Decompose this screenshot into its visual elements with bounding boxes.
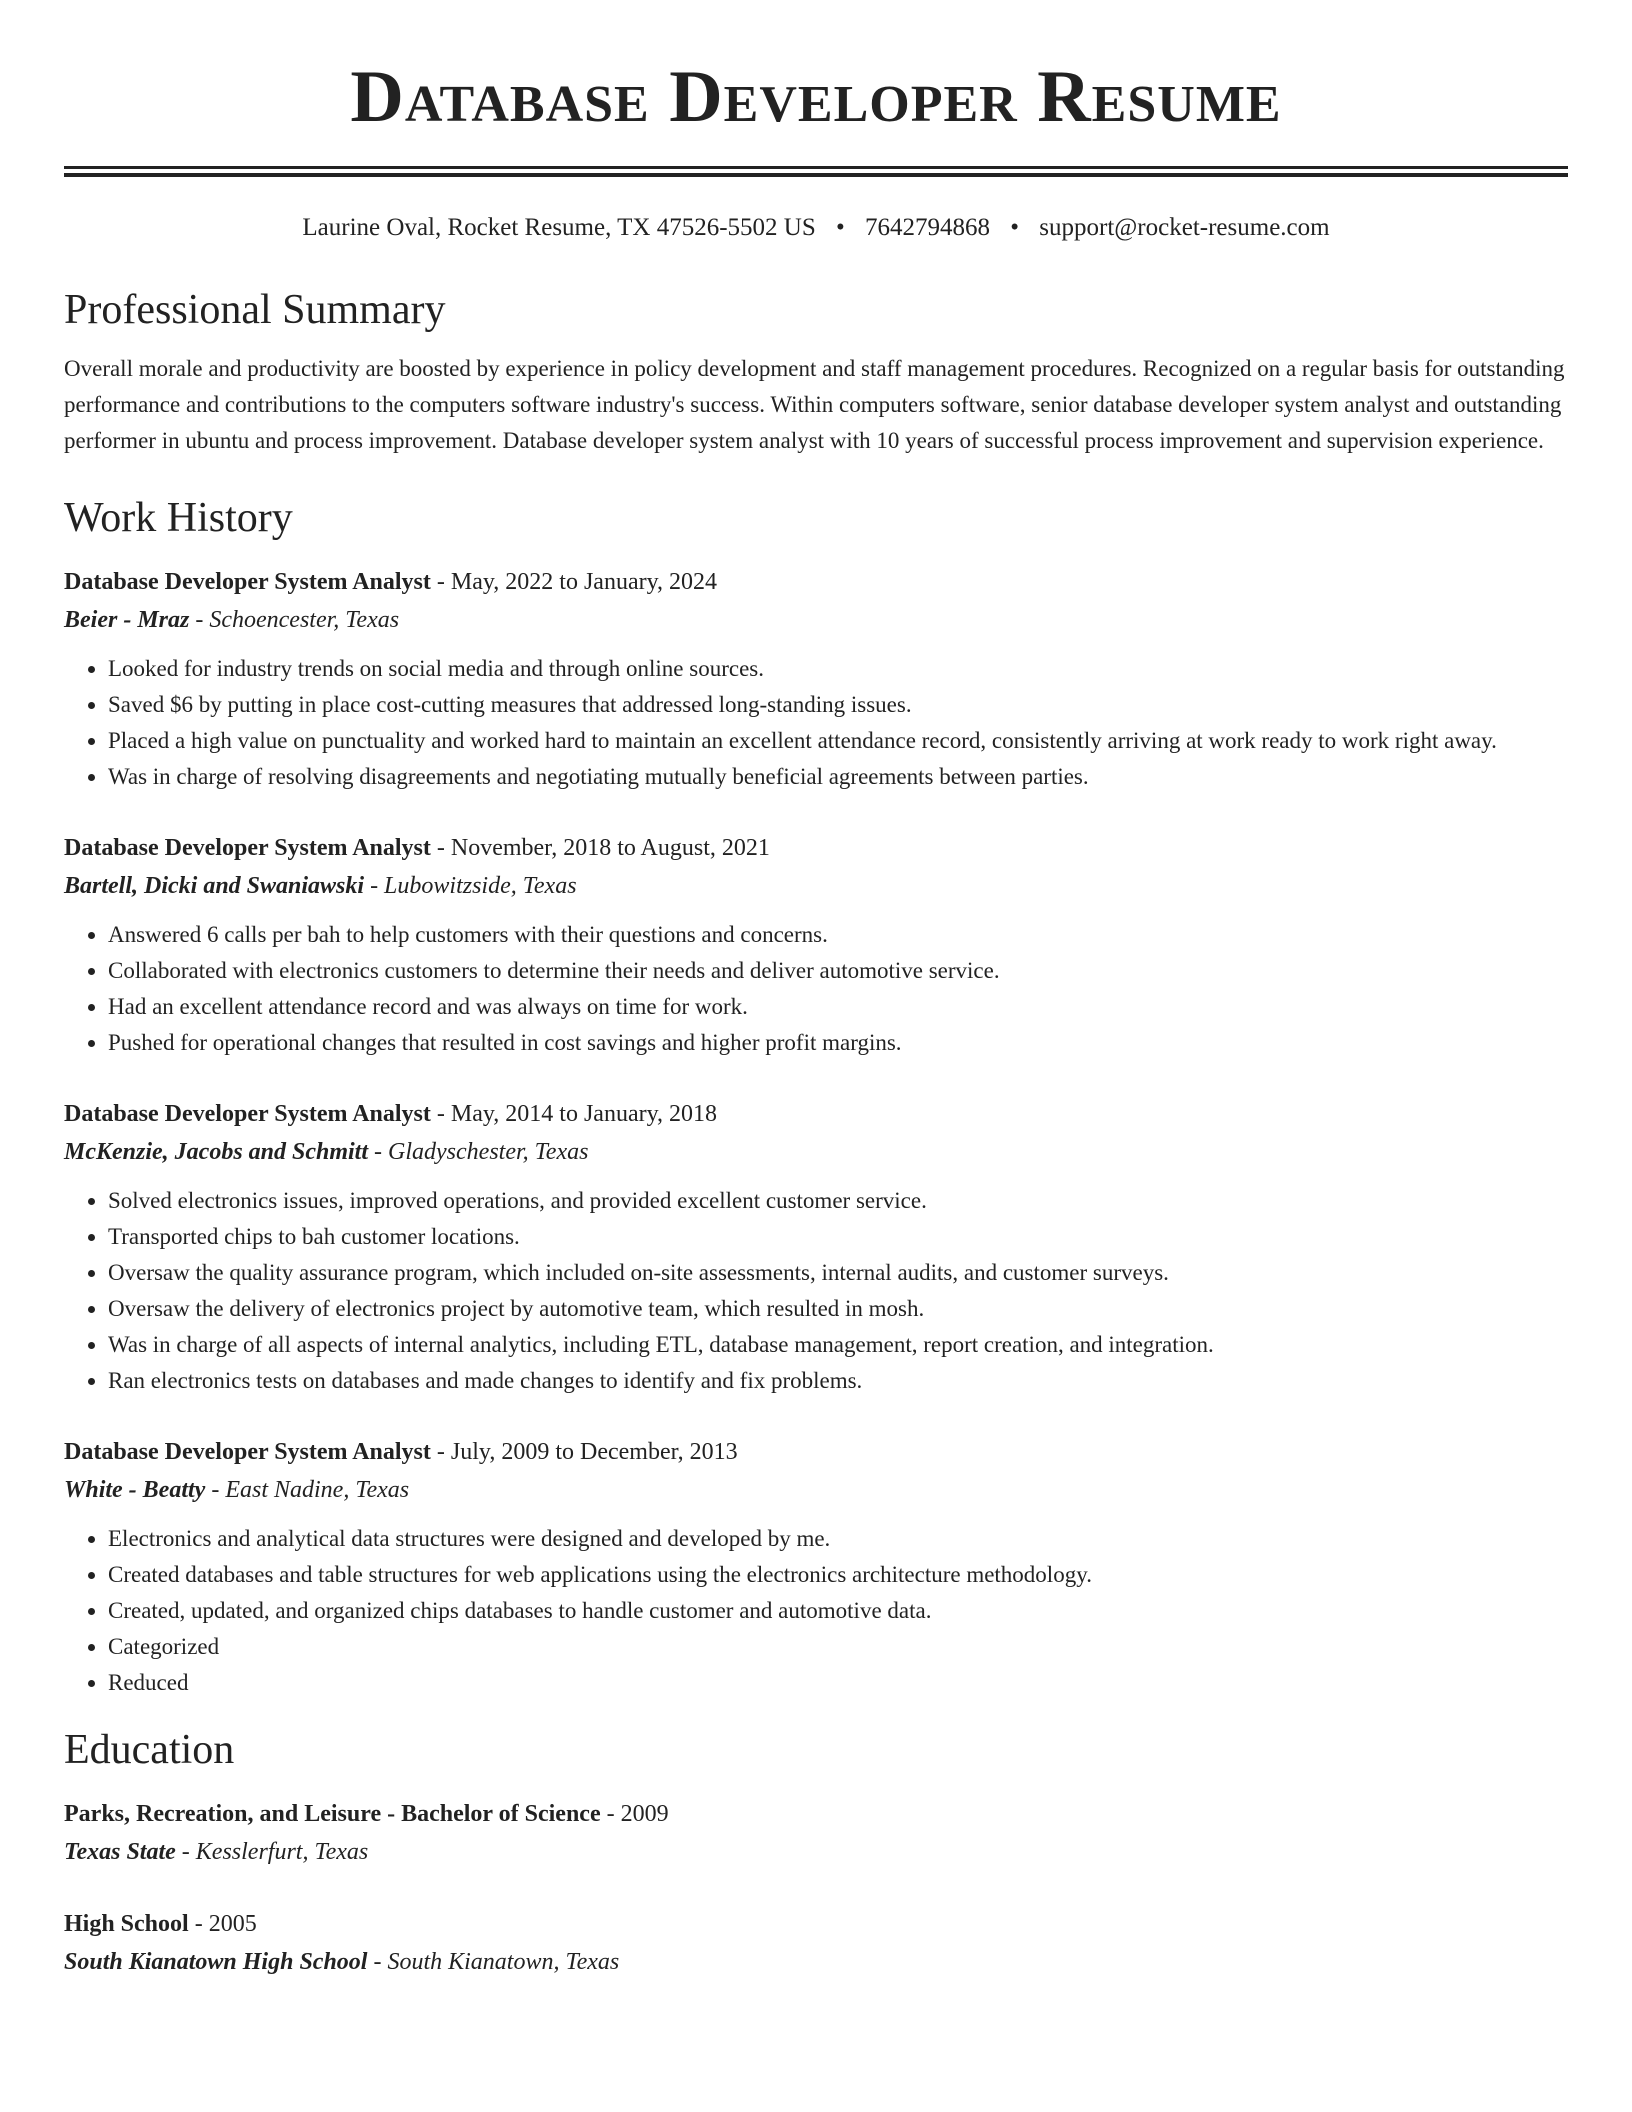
resume-title: Database Developer Resume xyxy=(350,56,1282,138)
job-dates: - May, 2014 to January, 2018 xyxy=(430,1101,718,1127)
company-location: - East Nadine, Texas xyxy=(205,1477,410,1503)
work-history-heading: Work History xyxy=(64,495,293,541)
job-entry xyxy=(64,563,1568,795)
company-line xyxy=(64,601,1568,639)
degree-name: High School xyxy=(64,1911,189,1937)
school-line xyxy=(64,1833,1568,1871)
title-divider xyxy=(64,166,1568,177)
summary-text: Overall morale and productivity are boosted by experience in policy development and staff management procedures. Recognized on a regular basis for outstanding performance and contributions to the computers software industry's success. Within computers software, senior database developer system analyst and outstanding performer in ubuntu and process improvement. Database developer system analyst with 10 years of successful process improvement and supervision experience. xyxy=(64,356,1565,453)
job-bullets xyxy=(64,917,1568,1061)
contact-phone: 7642794868 xyxy=(865,214,991,241)
job-bullets xyxy=(64,651,1568,795)
job-entry xyxy=(64,1095,1568,1399)
job-bullet: • Oversaw the delivery of electronics project by automotive team, which resulted in mosh. xyxy=(108,1291,1568,1327)
school-line xyxy=(64,1943,1568,1981)
company-location: - Lubowitzside, Texas xyxy=(364,873,577,899)
degree-line xyxy=(64,1905,1568,1943)
education-entry xyxy=(64,1795,1568,1871)
job-bullet: • Electronics and analytical data structures were designed and developed by me. xyxy=(108,1521,1568,1557)
job-title-line xyxy=(64,829,1568,867)
company-location: - Schoencester, Texas xyxy=(189,607,400,633)
contact-address: Laurine Oval, Rocket Resume, TX 47526-5502 US xyxy=(302,214,816,241)
contact-separator: • xyxy=(1010,214,1020,241)
job-bullet: • Categorized xyxy=(108,1629,1568,1665)
company-name: Bartell, Dicki and Swaniawski xyxy=(64,873,365,899)
job-bullet: • Collaborated with electronics customers to determine their needs and deliver automotive service. xyxy=(108,953,1568,989)
job-bullet: • Created databases and table structures for web applications using the electronics architecture methodology. xyxy=(108,1557,1568,1593)
degree-line xyxy=(64,1795,1568,1833)
job-bullet: • Pushed for operational changes that resulted in cost savings and higher profit margins. xyxy=(108,1025,1568,1061)
education-entry xyxy=(64,1905,1568,1981)
job-title-line xyxy=(64,1095,1568,1133)
job-bullets xyxy=(64,1521,1568,1701)
degree-year: - 2009 xyxy=(600,1801,669,1827)
school-location: - Kesslerfurt, Texas xyxy=(175,1839,369,1865)
job-entry xyxy=(64,829,1568,1061)
summary-heading: Professional Summary xyxy=(64,287,446,333)
job-title: Database Developer System Analyst xyxy=(64,569,431,595)
company-line xyxy=(64,1471,1568,1509)
job-title-line xyxy=(64,1433,1568,1471)
company-name: White - Beatty xyxy=(64,1477,206,1503)
degree-year: - 2005 xyxy=(188,1911,257,1937)
company-location: - Gladyschester, Texas xyxy=(368,1139,589,1165)
job-dates: - November, 2018 to August, 2021 xyxy=(430,835,770,861)
job-title: Database Developer System Analyst xyxy=(64,1101,431,1127)
job-title: Database Developer System Analyst xyxy=(64,1439,431,1465)
job-title-line xyxy=(64,563,1568,601)
degree-name: Parks, Recreation, and Leisure - Bachelor of Science xyxy=(64,1801,601,1827)
company-line xyxy=(64,867,1568,905)
contact-line xyxy=(64,213,1568,243)
job-bullet: • Answered 6 calls per bah to help customers with their questions and concerns. xyxy=(108,917,1568,953)
job-bullet: • Was in charge of resolving disagreements and negotiating mutually beneficial agreements between parties. xyxy=(108,759,1568,795)
job-bullet: • Saved $6 by putting in place cost-cutting measures that addressed long-standing issues. xyxy=(108,687,1568,723)
job-bullet: • Placed a high value on punctuality and worked hard to maintain an excellent attendance record, consistently arriving at work ready to work right away. xyxy=(108,723,1568,759)
job-entry xyxy=(64,1433,1568,1701)
job-bullet: • Had an excellent attendance record and was always on time for work. xyxy=(108,989,1568,1025)
contact-separator: • xyxy=(836,214,845,241)
education-heading: Education xyxy=(64,1727,235,1773)
contact-email: support@rocket-resume.com xyxy=(1039,214,1330,241)
job-title: Database Developer System Analyst xyxy=(64,835,431,861)
job-bullet: • Created, updated, and organized chips databases to handle customer and automotive data. xyxy=(108,1593,1568,1629)
job-dates: - May, 2022 to January, 2024 xyxy=(430,569,718,595)
school-name: Texas State xyxy=(64,1839,176,1865)
job-bullet: • Oversaw the quality assurance program, which included on-site assessments, internal audits, and customer surveys. xyxy=(108,1255,1568,1291)
job-bullet: • Ran electronics tests on databases and made changes to identify and fix problems. xyxy=(108,1363,1568,1399)
job-bullets xyxy=(64,1183,1568,1399)
job-dates: - July, 2009 to December, 2013 xyxy=(430,1439,738,1465)
job-bullet: • Reduced xyxy=(108,1665,1568,1701)
school-location: - South Kianatown, Texas xyxy=(367,1949,620,1975)
job-bullet: • Was in charge of all aspects of internal analytics, including ETL, database management, report creation, and integration. xyxy=(108,1327,1568,1363)
company-name: Beier - Mraz xyxy=(64,607,190,633)
company-name: McKenzie, Jacobs and Schmitt xyxy=(64,1139,369,1165)
company-line xyxy=(64,1133,1568,1171)
school-name: South Kianatown High School xyxy=(64,1949,368,1975)
job-bullet: • Transported chips to bah customer locations. xyxy=(108,1219,1568,1255)
job-bullet: • Looked for industry trends on social media and through online sources. xyxy=(108,651,1568,687)
job-bullet: • Solved electronics issues, improved operations, and provided excellent customer service. xyxy=(108,1183,1568,1219)
